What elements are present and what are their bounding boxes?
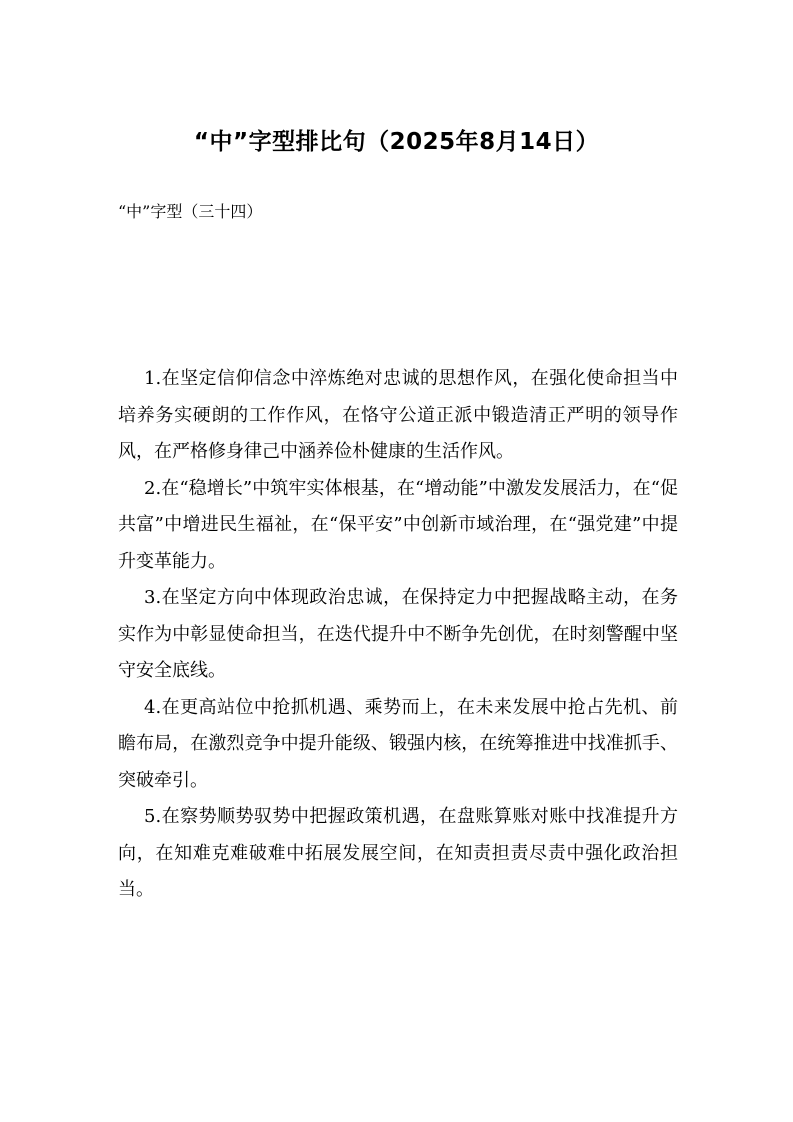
document-body [118, 361, 678, 909]
paragraph-3: 3.在坚定方向中体现政治忠诚，在保持定力中把握战略主动，在务实作为中彰显使命担当，在迭代提升中不断争先创优，在时刻警醒中坚守安全底线。 [118, 587, 678, 681]
document-title: “中”字型排比句（2025年8月14日） [193, 129, 600, 155]
paragraph-5: 5.在察势顺势驭势中把握政策机遇，在盘账算账对账中找准提升方向，在知难克难破难中拓展发展空间，在知责担责尽责中强化政治担当。 [118, 806, 678, 900]
document-subtitle: “中”字型（三十四） [118, 202, 263, 221]
paragraph-2: 2.在“稳增长”中筑牢实体根基，在“增动能”中激发发展活力，在“促共富”中增进民生福祉，在“保平安”中创新市域治理，在“强党建”中提升变革能力。 [118, 477, 678, 572]
paragraph-1: 1.在坚定信仰信念中淬炼绝对忠诚的思想作风，在强化使命担当中培养务实硬朗的工作作风，在恪守公道正派中锻造清正严明的领导作风，在严格修身律己中涵养俭朴健康的生活作风。 [118, 368, 678, 462]
paragraph-4: 4.在更高站位中抢抓机遇、乘势而上，在未来发展中抢占先机、前瞻布局，在激烈竞争中提升能级、锻强内核，在统筹推进中找准抓手、突破牵引。 [118, 696, 678, 791]
